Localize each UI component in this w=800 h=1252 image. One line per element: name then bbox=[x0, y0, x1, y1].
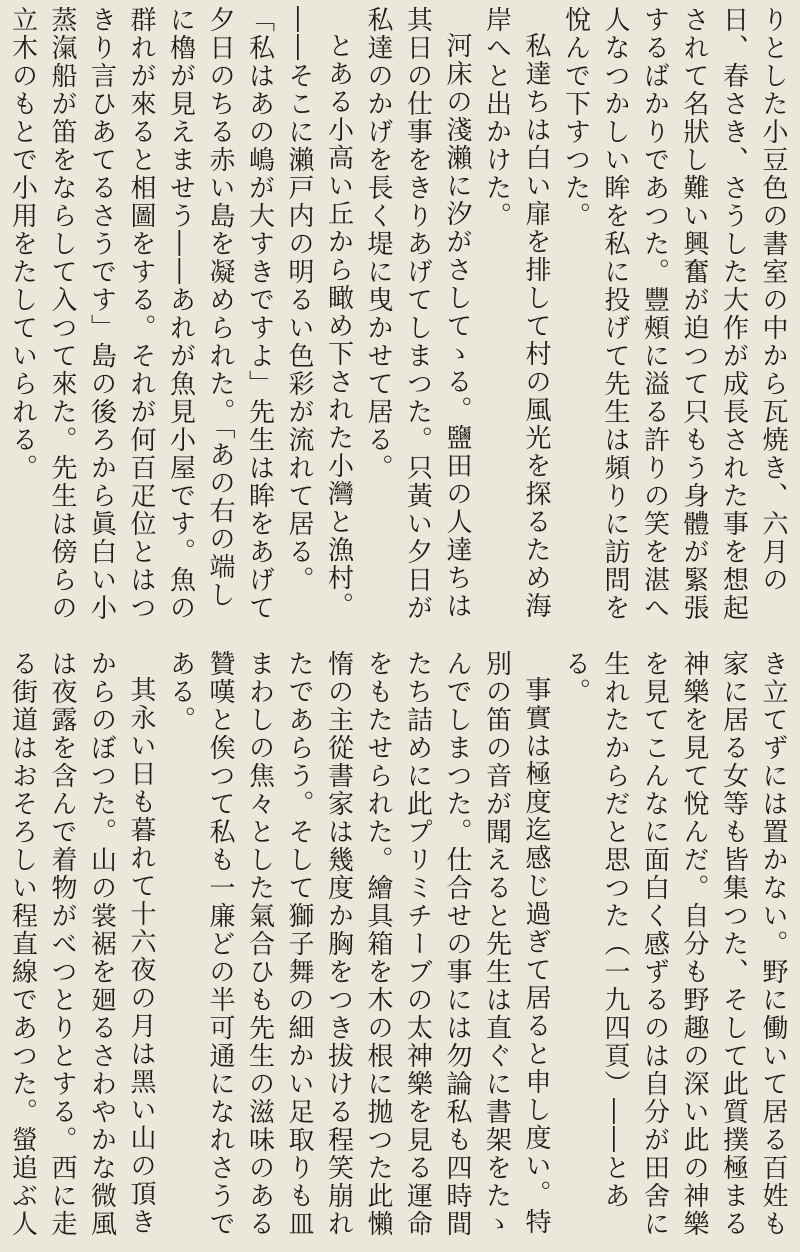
upper-text-column-block bbox=[7, 6, 792, 624]
lower-text-column-block bbox=[7, 650, 792, 1246]
paragraph: き立てずには置かない。野に働いて居る百姓も家に居る女等も皆集つた、そして此質撲極まる神樂を見て悅んだ。自分も野趣の深い此の神樂を見てこんなに面白く感ずるのは自分が田舍に生れたからだと思つた（一九四頁）――とある。 bbox=[560, 650, 788, 1238]
paragraph: 事實は極度迄感じ過ぎて居ると申し度い。特別の笛の音が聞えると先生は直ぐに書架をたゝんでしまつた。仕合せの事には勿論私も四時間たち詰めに此プリミチーブの太神樂を見る運命をもたせられた。繪具箱を木の根に拋つた此懶惰の主從書家は幾度か胸をつき拔ける程笑崩れたであらう。そして獅子舞の細かい足取りも皿まわしの焦々とした氣合ひも先生の滋味のある贊嘆と俟つて私も一廉どの半可通になれさうである。 bbox=[165, 650, 551, 1238]
paragraph: とある小高い丘から瞰め下された小灣と漁村。――そこに瀨戸内の明るい色彩が流れて居る。「私はあの嶋が大すきですよ」先生は眸をあげて夕日のちる赤い島を凝められた。「あの右の端しに櫓が見えませう――あれが魚見小屋です。魚の群れが來ると相圖をする。それが何百疋位とはつきり言ひあてるさうです」島の後ろから眞白い小蒸滊船が笛をならして入つて來た。先生は傍らの立木のもとで小用をたしていられる。 bbox=[7, 6, 354, 622]
paragraph: 河床の淺瀨に汐がさしてゝる。鹽田の人達ちは其日の仕事をきりあげてしまつた。只黃い夕日が私達のかげを長く堤に曳かせて居る。 bbox=[363, 6, 472, 622]
paragraph: 私達ちは白い扉を排して村の風光を探るため海岸へと出かけた。 bbox=[481, 6, 551, 620]
paragraph: 其永い日も暮れて十六夜の月は黑い山の頂きからのぼつた。山の裳裾を廻るさわやかな微風は夜露を含んで着物がべつとりとする。西に走る街道はおそろしい程直線であつた。螢追ぶ人 bbox=[7, 650, 156, 1238]
paragraph: りとした小豆色の書室の中から瓦焼き、六月の日、春さき、さうした大作が成長された事を想起されて名狀し難い興奮が迫つて只もう身體が緊張するばかりであつた。豐頰に溢る許りの笑を湛へ人なつかしい眸を私に投げて先生は頻りに訪問を悅んで下すつた。 bbox=[560, 6, 788, 622]
